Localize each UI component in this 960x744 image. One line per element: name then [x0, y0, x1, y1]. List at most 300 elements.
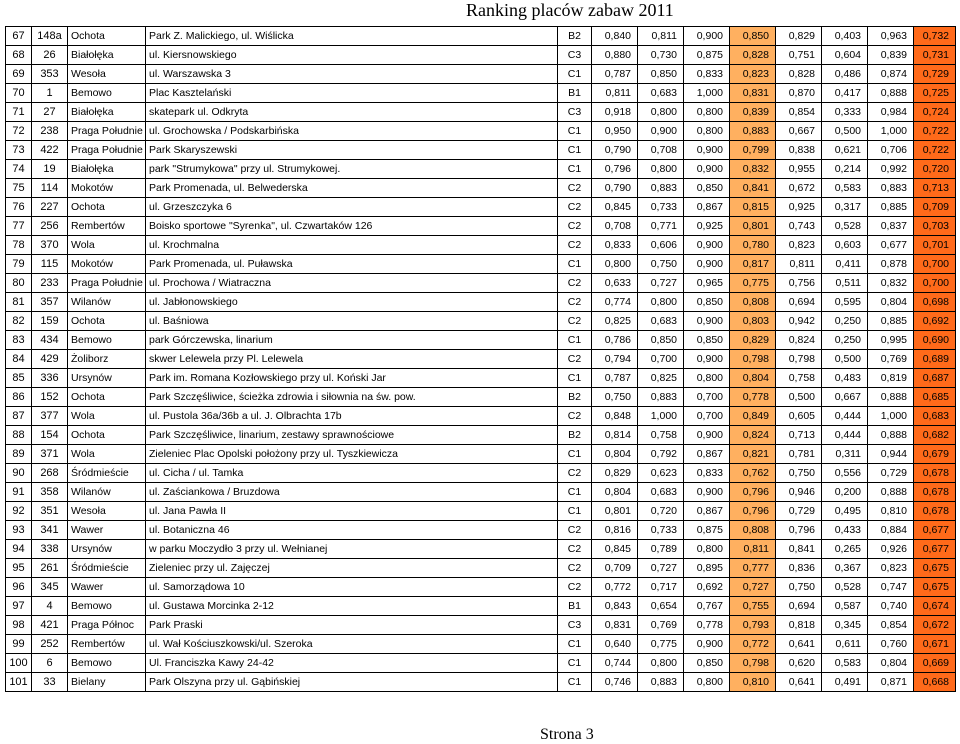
score-cell: 0,798	[730, 350, 776, 369]
score-cell: 0,345	[822, 616, 868, 635]
category-cell: C2	[558, 521, 592, 540]
score-cell: 0,995	[868, 331, 914, 350]
score-cell: 0,623	[638, 464, 684, 483]
score-cell: 0,751	[776, 46, 822, 65]
address-cell: park Górczewska, linarium	[146, 331, 558, 350]
category-cell: C1	[558, 369, 592, 388]
rank-cell: 88	[6, 426, 32, 445]
id-cell: 256	[32, 217, 68, 236]
score-cell: 0,640	[592, 635, 638, 654]
category-cell: C2	[558, 198, 592, 217]
category-cell: C1	[558, 445, 592, 464]
score-cell: 0,444	[822, 426, 868, 445]
table-row	[6, 426, 956, 445]
ranking-table-body	[6, 27, 956, 692]
id-cell: 33	[32, 673, 68, 692]
score-cell: 0,875	[684, 521, 730, 540]
score-cell: 0,804	[730, 369, 776, 388]
score-cell: 0,762	[730, 464, 776, 483]
district-cell: Wesoła	[68, 65, 146, 84]
district-cell: Ochota	[68, 198, 146, 217]
rank-cell: 68	[6, 46, 32, 65]
score-cell: 0,946	[776, 483, 822, 502]
score-cell: 0,804	[592, 445, 638, 464]
score-cell: 0,750	[776, 464, 822, 483]
score-cell: 0,511	[822, 274, 868, 293]
score-cell: 0,808	[730, 521, 776, 540]
score-cell: 0,605	[776, 407, 822, 426]
id-cell: 371	[32, 445, 68, 464]
score-cell: 0,692	[914, 312, 956, 331]
id-cell: 154	[32, 426, 68, 445]
score-cell: 0,769	[868, 350, 914, 369]
id-cell: 26	[32, 46, 68, 65]
id-cell: 268	[32, 464, 68, 483]
id-cell: 377	[32, 407, 68, 426]
score-cell: 0,713	[914, 179, 956, 198]
score-cell: 0,878	[868, 255, 914, 274]
score-cell: 0,800	[684, 103, 730, 122]
score-cell: 0,950	[592, 122, 638, 141]
score-cell: 0,732	[914, 27, 956, 46]
address-cell: Park Promenada, ul. Puławska	[146, 255, 558, 274]
score-cell: 0,794	[592, 350, 638, 369]
score-cell: 0,888	[868, 84, 914, 103]
score-cell: 0,796	[776, 521, 822, 540]
district-cell: Bemowo	[68, 84, 146, 103]
score-cell: 0,595	[822, 293, 868, 312]
score-cell: 0,700	[684, 407, 730, 426]
rank-cell: 95	[6, 559, 32, 578]
table-row	[6, 369, 956, 388]
score-cell: 0,841	[730, 179, 776, 198]
score-cell: 0,671	[914, 635, 956, 654]
score-cell: 0,833	[684, 65, 730, 84]
score-cell: 0,850	[684, 293, 730, 312]
score-cell: 0,848	[592, 407, 638, 426]
score-cell: 0,888	[868, 426, 914, 445]
score-cell: 0,500	[822, 122, 868, 141]
score-cell: 0,883	[638, 388, 684, 407]
score-cell: 0,495	[822, 502, 868, 521]
score-cell: 0,823	[868, 559, 914, 578]
score-cell: 0,811	[776, 255, 822, 274]
district-cell: Praga Północ	[68, 616, 146, 635]
table-row	[6, 312, 956, 331]
table-row	[6, 160, 956, 179]
score-cell: 0,756	[776, 274, 822, 293]
score-cell: 0,833	[684, 464, 730, 483]
score-cell: 0,333	[822, 103, 868, 122]
score-cell: 0,729	[868, 464, 914, 483]
score-cell: 0,633	[592, 274, 638, 293]
score-cell: 0,683	[914, 407, 956, 426]
address-cell: ul. Pustola 36a/36b a ul. J. Olbrachta 17b	[146, 407, 558, 426]
address-cell: Ul. Franciszka Kawy 24-42	[146, 654, 558, 673]
score-cell: 1,000	[868, 122, 914, 141]
table-row	[6, 84, 956, 103]
score-cell: 0,669	[914, 654, 956, 673]
score-cell: 0,811	[592, 84, 638, 103]
score-cell: 0,831	[730, 84, 776, 103]
score-cell: 0,798	[730, 654, 776, 673]
address-cell: ul. Wał Kościuszkowski/ul. Szeroka	[146, 635, 558, 654]
score-cell: 0,850	[730, 27, 776, 46]
score-cell: 0,713	[776, 426, 822, 445]
score-cell: 0,433	[822, 521, 868, 540]
id-cell: 227	[32, 198, 68, 217]
score-cell: 0,727	[638, 274, 684, 293]
score-cell: 0,730	[638, 46, 684, 65]
score-cell: 0,900	[684, 635, 730, 654]
score-cell: 0,750	[638, 255, 684, 274]
score-cell: 0,755	[730, 597, 776, 616]
score-cell: 0,214	[822, 160, 868, 179]
score-cell: 0,801	[592, 502, 638, 521]
score-cell: 0,727	[730, 578, 776, 597]
score-cell: 0,758	[776, 369, 822, 388]
table-row	[6, 407, 956, 426]
district-cell: Białołęka	[68, 160, 146, 179]
district-cell: Rembertów	[68, 217, 146, 236]
id-cell: 434	[32, 331, 68, 350]
rank-cell: 98	[6, 616, 32, 635]
score-cell: 0,841	[776, 540, 822, 559]
score-cell: 0,677	[868, 236, 914, 255]
table-row	[6, 179, 956, 198]
score-cell: 0,832	[868, 274, 914, 293]
score-cell: 0,816	[592, 521, 638, 540]
address-cell: Park Z. Malickiego, ul. Wiślicka	[146, 27, 558, 46]
id-cell: 338	[32, 540, 68, 559]
rank-cell: 79	[6, 255, 32, 274]
score-cell: 0,708	[592, 217, 638, 236]
score-cell: 0,317	[822, 198, 868, 217]
page-title: Ranking placów zabaw 2011	[466, 0, 674, 20]
address-cell: Park Praski	[146, 616, 558, 635]
score-cell: 0,692	[684, 578, 730, 597]
score-cell: 0,888	[868, 388, 914, 407]
score-cell: 0,803	[730, 312, 776, 331]
score-cell: 0,955	[776, 160, 822, 179]
table-row	[6, 27, 956, 46]
rank-cell: 87	[6, 407, 32, 426]
id-cell: 233	[32, 274, 68, 293]
rank-cell: 100	[6, 654, 32, 673]
score-cell: 0,800	[684, 369, 730, 388]
score-cell: 0,674	[914, 597, 956, 616]
table-row	[6, 255, 956, 274]
address-cell: Plac Kasztelański	[146, 84, 558, 103]
score-cell: 0,870	[776, 84, 822, 103]
score-cell: 0,668	[914, 673, 956, 692]
rank-cell: 71	[6, 103, 32, 122]
score-cell: 0,250	[822, 331, 868, 350]
id-cell: 238	[32, 122, 68, 141]
score-cell: 0,689	[914, 350, 956, 369]
score-cell: 0,798	[776, 350, 822, 369]
address-cell: ul. Botaniczna 46	[146, 521, 558, 540]
score-cell: 0,706	[868, 141, 914, 160]
score-cell: 0,811	[638, 27, 684, 46]
category-cell: C1	[558, 654, 592, 673]
rank-cell: 73	[6, 141, 32, 160]
score-cell: 0,769	[638, 616, 684, 635]
category-cell: C1	[558, 331, 592, 350]
rank-cell: 94	[6, 540, 32, 559]
score-cell: 0,800	[592, 255, 638, 274]
district-cell: Ursynów	[68, 369, 146, 388]
table-row	[6, 483, 956, 502]
score-cell: 0,556	[822, 464, 868, 483]
category-cell: C1	[558, 502, 592, 521]
score-cell: 0,583	[822, 654, 868, 673]
rank-cell: 72	[6, 122, 32, 141]
score-cell: 0,483	[822, 369, 868, 388]
category-cell: C2	[558, 578, 592, 597]
score-cell: 0,824	[776, 331, 822, 350]
category-cell: C1	[558, 141, 592, 160]
score-cell: 0,500	[822, 350, 868, 369]
score-cell: 0,829	[776, 27, 822, 46]
id-cell: 336	[32, 369, 68, 388]
category-cell: B2	[558, 27, 592, 46]
table-row	[6, 46, 956, 65]
address-cell: ul. Gustawa Morcinka 2-12	[146, 597, 558, 616]
score-cell: 0,883	[868, 179, 914, 198]
table-row	[6, 141, 956, 160]
score-cell: 0,690	[914, 331, 956, 350]
table-row	[6, 540, 956, 559]
category-cell: B1	[558, 84, 592, 103]
score-cell: 0,528	[822, 578, 868, 597]
table-row	[6, 65, 956, 84]
district-cell: Wola	[68, 407, 146, 426]
address-cell: ul. Baśniowa	[146, 312, 558, 331]
score-cell: 0,880	[592, 46, 638, 65]
score-cell: 0,796	[592, 160, 638, 179]
score-cell: 0,900	[638, 122, 684, 141]
score-cell: 0,587	[822, 597, 868, 616]
score-cell: 0,744	[592, 654, 638, 673]
table-row	[6, 616, 956, 635]
rank-cell: 96	[6, 578, 32, 597]
score-cell: 0,621	[822, 141, 868, 160]
score-cell: 0,840	[592, 27, 638, 46]
rank-cell: 78	[6, 236, 32, 255]
score-cell: 0,611	[822, 635, 868, 654]
category-cell: C2	[558, 293, 592, 312]
score-cell: 0,781	[776, 445, 822, 464]
score-cell: 0,747	[868, 578, 914, 597]
address-cell: skatepark ul. Odkryta	[146, 103, 558, 122]
score-cell: 0,250	[822, 312, 868, 331]
score-cell: 0,677	[914, 521, 956, 540]
rank-cell: 84	[6, 350, 32, 369]
score-cell: 0,403	[822, 27, 868, 46]
table-row	[6, 198, 956, 217]
category-cell: C1	[558, 65, 592, 84]
score-cell: 0,800	[684, 122, 730, 141]
score-cell: 0,729	[914, 65, 956, 84]
score-cell: 0,750	[776, 578, 822, 597]
score-cell: 0,703	[914, 217, 956, 236]
score-cell: 0,843	[592, 597, 638, 616]
score-cell: 0,918	[592, 103, 638, 122]
score-cell: 0,694	[776, 597, 822, 616]
district-cell: Mokotów	[68, 179, 146, 198]
score-cell: 0,700	[638, 350, 684, 369]
score-cell: 0,900	[684, 426, 730, 445]
category-cell: C1	[558, 635, 592, 654]
id-cell: 148a	[32, 27, 68, 46]
rank-cell: 97	[6, 597, 32, 616]
category-cell: C2	[558, 312, 592, 331]
score-cell: 0,787	[592, 65, 638, 84]
rank-cell: 83	[6, 331, 32, 350]
address-cell: Park Skaryszewski	[146, 141, 558, 160]
district-cell: Żoliborz	[68, 350, 146, 369]
table-row	[6, 274, 956, 293]
score-cell: 0,900	[684, 160, 730, 179]
category-cell: B2	[558, 426, 592, 445]
score-cell: 0,265	[822, 540, 868, 559]
table-row	[6, 331, 956, 350]
score-cell: 0,491	[822, 673, 868, 692]
score-cell: 0,883	[638, 673, 684, 692]
score-cell: 0,708	[638, 141, 684, 160]
score-cell: 0,818	[776, 616, 822, 635]
address-cell: Park Olszyna przy ul. Gąbińskiej	[146, 673, 558, 692]
category-cell: C2	[558, 350, 592, 369]
address-cell: ul. Grzeszczyka 6	[146, 198, 558, 217]
score-cell: 0,700	[914, 255, 956, 274]
score-cell: 0,675	[914, 559, 956, 578]
score-cell: 0,900	[684, 350, 730, 369]
score-cell: 0,683	[638, 312, 684, 331]
id-cell: 114	[32, 179, 68, 198]
category-cell: C2	[558, 559, 592, 578]
score-cell: 0,743	[776, 217, 822, 236]
category-cell: C3	[558, 103, 592, 122]
score-cell: 0,900	[684, 236, 730, 255]
score-cell: 0,839	[730, 103, 776, 122]
score-cell: 0,672	[914, 616, 956, 635]
address-cell: ul. Warszawska 3	[146, 65, 558, 84]
score-cell: 0,700	[914, 274, 956, 293]
score-cell: 0,740	[868, 597, 914, 616]
address-cell: ul. Kiersnowskiego	[146, 46, 558, 65]
score-cell: 0,823	[776, 236, 822, 255]
score-cell: 0,867	[684, 445, 730, 464]
score-cell: 0,606	[638, 236, 684, 255]
score-cell: 0,850	[684, 179, 730, 198]
score-cell: 0,683	[638, 84, 684, 103]
score-cell: 0,925	[684, 217, 730, 236]
score-cell: 0,417	[822, 84, 868, 103]
score-cell: 0,528	[822, 217, 868, 236]
district-cell: Białołęka	[68, 46, 146, 65]
rank-cell: 92	[6, 502, 32, 521]
table-row	[6, 502, 956, 521]
table-row	[6, 388, 956, 407]
address-cell: w parku Moczydło 3 przy ul. Wełnianej	[146, 540, 558, 559]
category-cell: B2	[558, 388, 592, 407]
district-cell: Ursynów	[68, 540, 146, 559]
score-cell: 0,720	[638, 502, 684, 521]
address-cell: Park im. Romana Kozłowskiego przy ul. Koński Jar	[146, 369, 558, 388]
rank-cell: 86	[6, 388, 32, 407]
score-cell: 0,824	[730, 426, 776, 445]
district-cell: Białołęka	[68, 103, 146, 122]
category-cell: C3	[558, 46, 592, 65]
id-cell: 4	[32, 597, 68, 616]
address-cell: skwer Lelewela przy Pl. Lelewela	[146, 350, 558, 369]
score-cell: 1,000	[684, 84, 730, 103]
score-cell: 0,838	[776, 141, 822, 160]
score-cell: 0,849	[730, 407, 776, 426]
score-cell: 0,871	[868, 673, 914, 692]
address-cell: ul. Cicha / ul. Tamka	[146, 464, 558, 483]
score-cell: 0,884	[868, 521, 914, 540]
address-cell: Zieleniec przy ul. Zajęczej	[146, 559, 558, 578]
score-cell: 0,772	[592, 578, 638, 597]
score-cell: 0,874	[868, 65, 914, 84]
score-cell: 0,984	[868, 103, 914, 122]
district-cell: Praga Południe	[68, 122, 146, 141]
score-cell: 0,444	[822, 407, 868, 426]
score-cell: 0,725	[914, 84, 956, 103]
score-cell: 0,778	[684, 616, 730, 635]
id-cell: 261	[32, 559, 68, 578]
rank-cell: 69	[6, 65, 32, 84]
score-cell: 0,729	[776, 502, 822, 521]
score-cell: 0,900	[684, 255, 730, 274]
score-cell: 0,772	[730, 635, 776, 654]
score-cell: 0,678	[914, 483, 956, 502]
address-cell: Park Promenada, ul. Belwederska	[146, 179, 558, 198]
score-cell: 0,667	[776, 122, 822, 141]
score-cell: 0,604	[822, 46, 868, 65]
table-row	[6, 122, 956, 141]
score-cell: 0,810	[730, 673, 776, 692]
score-cell: 0,682	[914, 426, 956, 445]
district-cell: Praga Południe	[68, 141, 146, 160]
score-cell: 0,819	[868, 369, 914, 388]
score-cell: 0,839	[868, 46, 914, 65]
score-cell: 0,801	[730, 217, 776, 236]
score-cell: 0,825	[592, 312, 638, 331]
score-cell: 0,709	[592, 559, 638, 578]
score-cell: 0,679	[914, 445, 956, 464]
score-cell: 0,685	[914, 388, 956, 407]
district-cell: Wawer	[68, 578, 146, 597]
score-cell: 0,829	[592, 464, 638, 483]
score-cell: 0,799	[730, 141, 776, 160]
score-cell: 0,603	[822, 236, 868, 255]
score-cell: 0,804	[868, 293, 914, 312]
id-cell: 159	[32, 312, 68, 331]
score-cell: 0,641	[776, 673, 822, 692]
score-cell: 0,811	[730, 540, 776, 559]
score-cell: 0,926	[868, 540, 914, 559]
score-cell: 0,800	[638, 293, 684, 312]
score-cell: 0,667	[822, 388, 868, 407]
rank-cell: 99	[6, 635, 32, 654]
district-cell: Rembertów	[68, 635, 146, 654]
district-cell: Wilanów	[68, 483, 146, 502]
district-cell: Ochota	[68, 312, 146, 331]
